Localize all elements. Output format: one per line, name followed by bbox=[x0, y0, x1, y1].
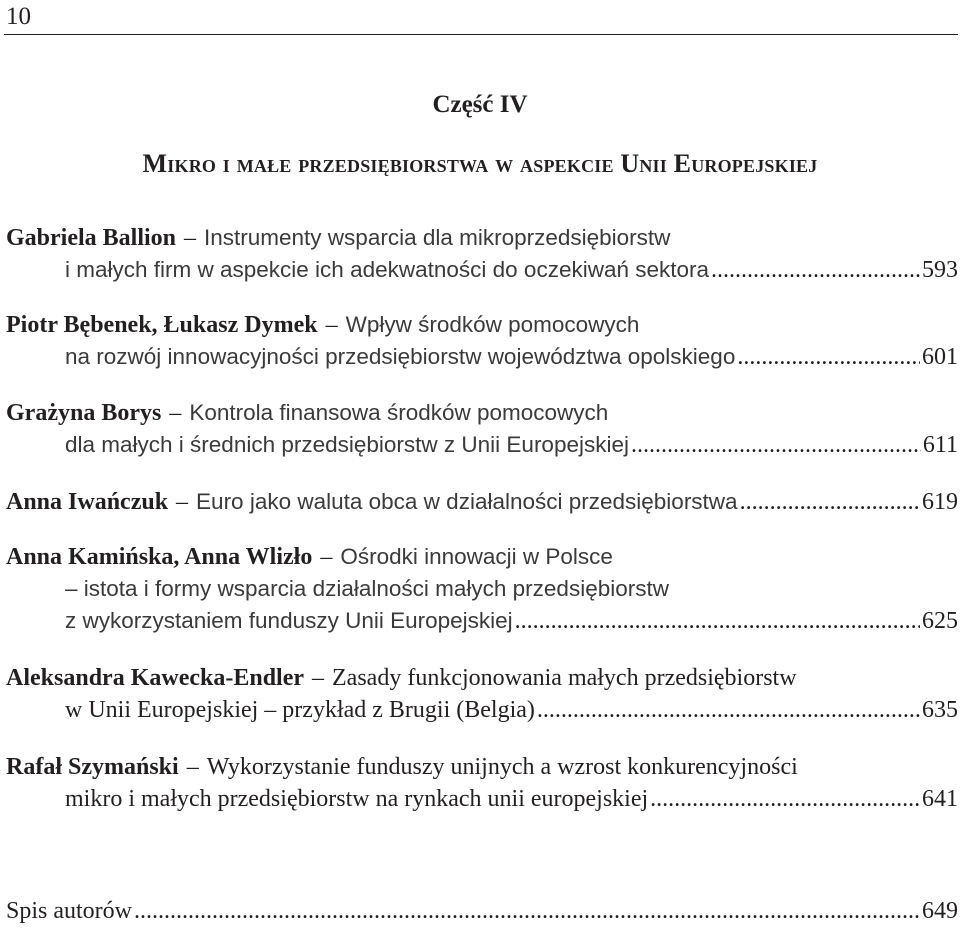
entry-first-line bbox=[4, 662, 958, 694]
entry-title: Wykorzystanie funduszy unijnych a wzrost konkurencyjności bbox=[206, 754, 798, 780]
entry-title: Ośrodki innowacji w Polsce bbox=[340, 544, 613, 569]
entry-page-number: 619 bbox=[922, 489, 958, 515]
entry-page-number: 625 bbox=[922, 608, 958, 634]
entry-title-continued: w Unii Europejskiej – przykład z Brugii (Belgia) bbox=[65, 697, 535, 723]
toc-entry[interactable] bbox=[4, 309, 958, 373]
entry-separator: – bbox=[325, 312, 338, 338]
dot-leader bbox=[650, 783, 920, 815]
toc-entry[interactable] bbox=[4, 397, 958, 461]
entry-text bbox=[6, 486, 738, 518]
page-number: 10 bbox=[6, 3, 31, 30]
entry-title-line bbox=[4, 573, 958, 605]
toc-entry[interactable] bbox=[4, 751, 958, 815]
entry-title: Euro jako waluta obca w działalności przedsiębiorstwa bbox=[196, 489, 738, 514]
dot-leader bbox=[740, 486, 920, 518]
entry-title-continued: i małych firm w aspekcie ich adekwatności do oczekiwań sektora bbox=[65, 257, 710, 282]
dot-leader bbox=[515, 605, 920, 637]
entry-title-continued: dla małych i średnich przedsiębiorstw z Unii Europejskiej bbox=[65, 432, 629, 457]
entry-author: Piotr Bębenek, Łukasz Dymek bbox=[6, 312, 318, 338]
section-title: Mikro i małe przedsiębiorstwa w aspekcie Unii Europejskiej bbox=[142, 149, 818, 178]
entry-page-number: 601 bbox=[922, 344, 958, 370]
entry-separator: – bbox=[169, 400, 182, 426]
authors-index-label: Spis autorów bbox=[6, 898, 132, 924]
entry-page-number: 635 bbox=[922, 697, 958, 723]
authors-index-page-number: 649 bbox=[922, 898, 958, 924]
entry-leader-line bbox=[4, 254, 958, 286]
header-rule bbox=[4, 34, 958, 35]
entry-separator: – bbox=[184, 225, 197, 251]
entry-first-line bbox=[4, 751, 958, 783]
dot-leader bbox=[631, 429, 921, 461]
entry-title-continued: mikro i małych przedsiębiorstw na rynkach unii europejskiej bbox=[65, 786, 649, 812]
entry-separator: – bbox=[176, 489, 189, 515]
entry-page-number: 611 bbox=[922, 432, 958, 458]
dot-leader bbox=[737, 341, 920, 373]
entry-first-line bbox=[4, 397, 958, 429]
entry-author: Anna Iwańczuk bbox=[6, 489, 169, 515]
entry-title: Zasady funkcjonowania małych przedsiębiorstw bbox=[332, 665, 797, 691]
entry-title-continued: z wykorzystaniem funduszy Unii Europejskiej bbox=[65, 608, 513, 633]
entry-first-line bbox=[4, 541, 958, 573]
entry-page-number: 641 bbox=[922, 786, 958, 812]
entry-leader-line bbox=[4, 341, 958, 373]
entry-leader-line bbox=[4, 429, 958, 461]
entry-author: Rafał Szymański bbox=[6, 754, 179, 780]
entry-first-line bbox=[4, 309, 958, 341]
toc-entry[interactable] bbox=[4, 222, 958, 286]
part-title: Część IV bbox=[432, 91, 528, 118]
entry-page-number: 593 bbox=[922, 257, 958, 283]
entry-title-continued: – istota i formy wsparcia działalności małych przedsiębiorstw bbox=[65, 576, 669, 601]
entry-leader-line bbox=[4, 694, 958, 726]
entry-leader-line bbox=[4, 486, 958, 518]
dot-leader bbox=[537, 694, 920, 726]
authors-index-entry[interactable] bbox=[4, 895, 958, 927]
entry-title: Kontrola finansowa środków pomocowych bbox=[189, 400, 609, 425]
entry-author: Gabriela Ballion bbox=[6, 225, 177, 251]
dot-leader bbox=[134, 895, 920, 927]
entry-separator: – bbox=[312, 665, 325, 691]
toc-entry[interactable] bbox=[4, 486, 958, 518]
entry-leader-line bbox=[4, 895, 958, 927]
entry-leader-line bbox=[4, 605, 958, 637]
toc-entry[interactable] bbox=[4, 662, 958, 726]
entry-first-line bbox=[4, 222, 958, 254]
entry-author: Aleksandra Kawecka-Endler bbox=[6, 665, 305, 691]
entry-separator: – bbox=[320, 544, 333, 570]
entry-title: Instrumenty wsparcia dla mikroprzedsiębiorstw bbox=[204, 225, 671, 250]
entry-title: Wpływ środków pomocowych bbox=[345, 312, 640, 337]
entry-separator: – bbox=[186, 754, 199, 780]
entry-leader-line bbox=[4, 783, 958, 815]
entry-author: Anna Kamińska, Anna Wlizło bbox=[6, 544, 313, 570]
toc-entry[interactable] bbox=[4, 541, 958, 637]
entry-author: Grażyna Borys bbox=[6, 400, 162, 426]
entry-title-continued: na rozwój innowacyjności przedsiębiorstw województwa opolskiego bbox=[65, 344, 736, 369]
dot-leader bbox=[711, 254, 920, 286]
